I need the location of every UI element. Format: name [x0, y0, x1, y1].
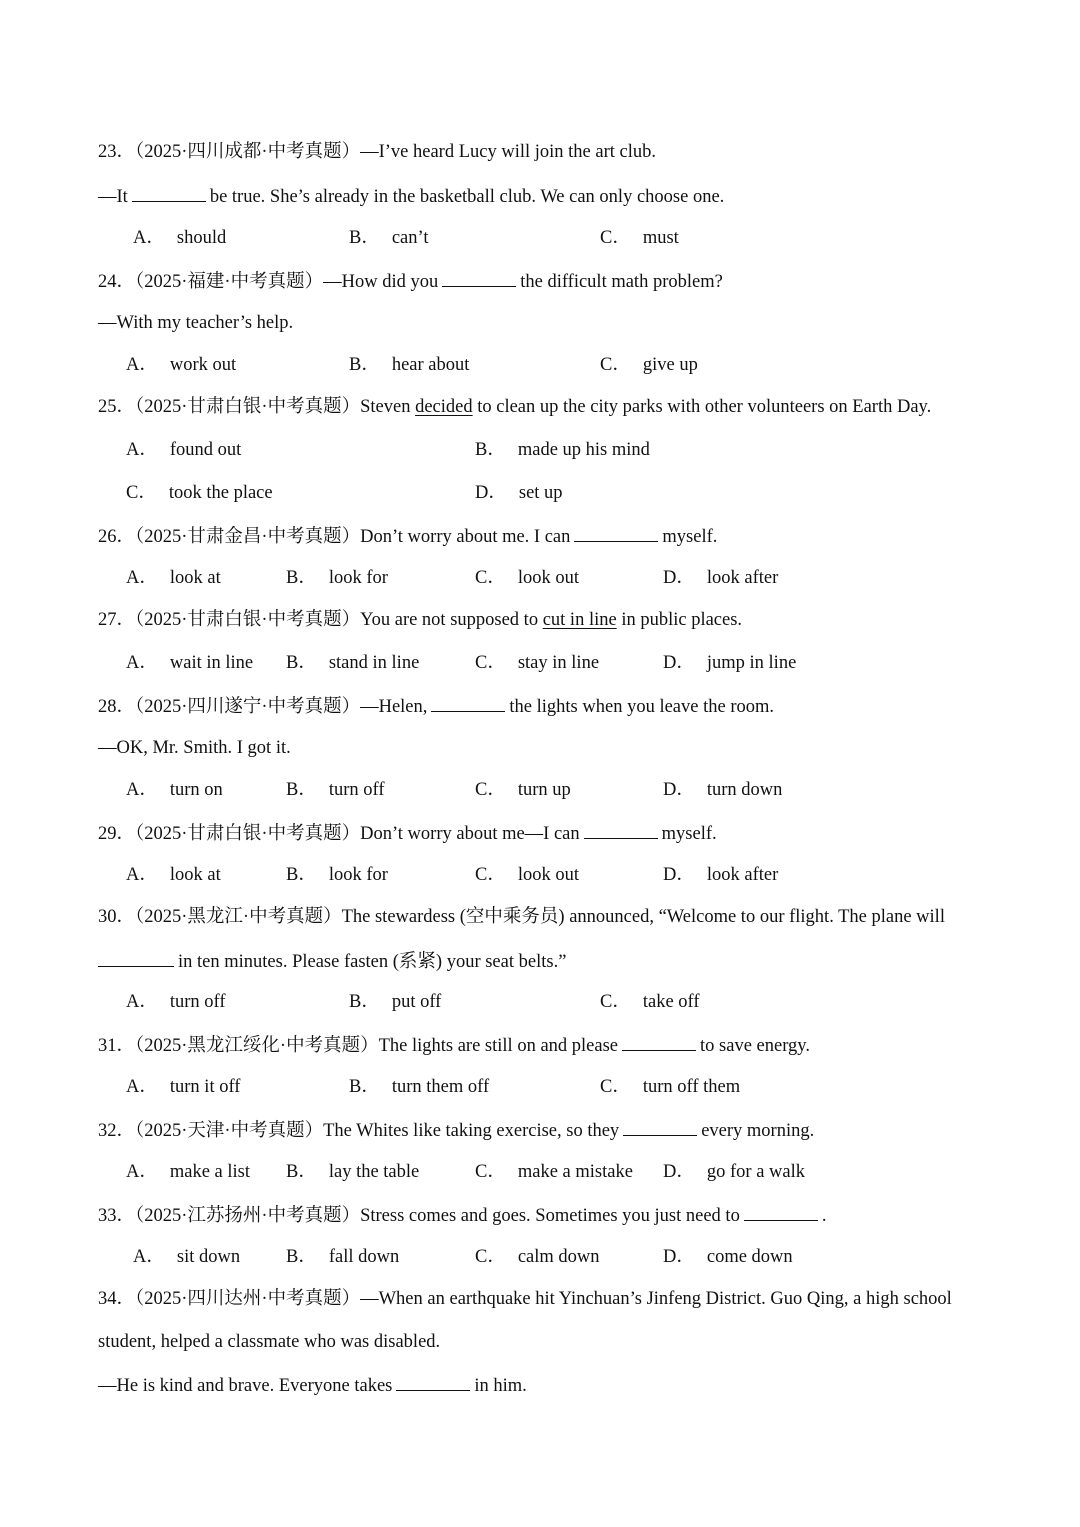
question-source: （2025·甘肃白银·中考真题）: [135, 397, 361, 417]
question-number: 34．: [98, 1289, 136, 1309]
q31-option-c: C． turn off them: [600, 1077, 741, 1097]
q32-option-a: A． make a list: [126, 1162, 251, 1182]
underlined-phrase: cut in line: [542, 610, 617, 630]
question-source: （2025·天津·中考真题）: [135, 1121, 324, 1141]
answer-blank: [623, 1117, 697, 1136]
q31-stem: 31．（2025·黑龙江绥化·中考真题）The lights are still on and please to save energy.: [98, 1032, 810, 1058]
q27-stem: 27．（2025·甘肃白银·中考真题）You are not supposed to cut in line in public places.: [98, 610, 743, 630]
q28-option-d: D． turn down: [663, 780, 783, 800]
q33-option-a: A． sit down: [133, 1247, 241, 1267]
q29-option-a: A． look at: [126, 865, 221, 885]
question-source: （2025·甘肃金昌·中考真题）: [135, 527, 361, 547]
answer-blank: [622, 1032, 696, 1051]
q23-option-c: C． must: [600, 228, 679, 248]
q26-option-d: D． look after: [663, 568, 779, 588]
question-number: 31．: [98, 1036, 136, 1056]
q27-option-b: B． stand in line: [286, 653, 420, 673]
answer-blank: [442, 268, 516, 287]
question-source: （2025·福建·中考真题）: [135, 272, 324, 292]
q25-option-c: C． took the place: [126, 483, 273, 503]
q29-option-b: B． look for: [286, 865, 388, 885]
q23-stem: 23．（2025·四川成都·中考真题）—I’ve heard Lucy will join the art club.: [98, 142, 656, 162]
q28-option-b: B． turn off: [286, 780, 385, 800]
q33-option-c: C． calm down: [475, 1247, 600, 1267]
underlined-word: decided: [415, 397, 473, 417]
answer-blank: [574, 523, 658, 542]
q34-stem: 34．（2025·四川达州·中考真题）—When an earthquake hit Yinchuan’s Jinfeng District. Guo Qing, a high school: [98, 1289, 952, 1309]
q25-stem: 25．（2025·甘肃白银·中考真题）Steven decided to clean up the city parks with other volunteers on Earth Day.: [98, 397, 932, 417]
q32-stem: 32．（2025·天津·中考真题）The Whites like taking exercise, so they every morning.: [98, 1117, 814, 1143]
q24-stem: 24．（2025·福建·中考真题）—How did you the difficult math problem?: [98, 268, 723, 294]
q27-option-d: D． jump in line: [663, 653, 797, 673]
answer-blank: [132, 183, 206, 202]
question-source: （2025·甘肃白银·中考真题）: [135, 824, 361, 844]
q28-line2: —OK, Mr. Smith. I got it.: [98, 738, 291, 758]
q26-option-a: A． look at: [126, 568, 221, 588]
q33-option-b: B． fall down: [286, 1247, 400, 1267]
q30-line2: in ten minutes. Please fasten (系紧) your seat belts.”: [98, 948, 566, 974]
q25-option-b: B． made up his mind: [475, 440, 650, 460]
question-source: （2025·四川遂宁·中考真题）: [135, 697, 361, 717]
q28-option-a: A． turn on: [126, 780, 223, 800]
q30-option-a: A． turn off: [126, 992, 226, 1012]
q24-option-a: A． work out: [126, 355, 237, 375]
question-source: （2025·四川成都·中考真题）: [135, 142, 361, 162]
q31-option-a: A． turn it off: [126, 1077, 241, 1097]
question-number: 33．: [98, 1206, 136, 1226]
q25-option-a: A． found out: [126, 440, 242, 460]
q32-option-d: D． go for a walk: [663, 1162, 805, 1182]
answer-blank: [744, 1202, 818, 1221]
q23-option-a: A． should: [133, 228, 227, 248]
question-number: 24．: [98, 272, 136, 292]
question-source: （2025·黑龙江·中考真题）: [135, 907, 342, 927]
q34-line3: —He is kind and brave. Everyone takes in him.: [98, 1372, 527, 1398]
q29-option-c: C． look out: [475, 865, 579, 885]
q26-stem: 26．（2025·甘肃金昌·中考真题）Don’t worry about me. I can myself.: [98, 523, 717, 549]
question-source: （2025·四川达州·中考真题）: [135, 1289, 361, 1309]
q30-option-b: B． put off: [349, 992, 442, 1012]
q28-stem: 28．（2025·四川遂宁·中考真题）—Helen, the lights when you leave the room.: [98, 693, 774, 719]
q29-stem: 29．（2025·甘肃白银·中考真题）Don’t worry about me—I can myself.: [98, 820, 717, 846]
question-source: （2025·黑龙江绥化·中考真题）: [135, 1036, 379, 1056]
q32-option-c: C． make a mistake: [475, 1162, 633, 1182]
q29-option-d: D． look after: [663, 865, 779, 885]
question-number: 26．: [98, 527, 136, 547]
q33-stem: 33．（2025·江苏扬州·中考真题）Stress comes and goes. Sometimes you just need to .: [98, 1202, 826, 1228]
q24-line2: —With my teacher’s help.: [98, 313, 294, 333]
q24-option-b: B． hear about: [349, 355, 470, 375]
answer-blank: [431, 693, 505, 712]
question-number: 27．: [98, 610, 136, 630]
q23-option-b: B． can’t: [349, 228, 429, 248]
q26-option-c: C． look out: [475, 568, 579, 588]
q23-line2: —It be true. She’s already in the basketball club. We can only choose one.: [98, 183, 724, 209]
q25-option-d: D． set up: [475, 483, 563, 503]
question-number: 32．: [98, 1121, 136, 1141]
q34-line2: student, helped a classmate who was disabled.: [98, 1332, 441, 1352]
question-source: （2025·江苏扬州·中考真题）: [135, 1206, 361, 1226]
question-number: 23．: [98, 142, 136, 162]
q30-stem: 30．（2025·黑龙江·中考真题）The stewardess (空中乘务员) announced, “Welcome to our flight. The plane will: [98, 907, 945, 927]
question-number: 28．: [98, 697, 136, 717]
q32-option-b: B． lay the table: [286, 1162, 420, 1182]
q31-option-b: B． turn them off: [349, 1077, 490, 1097]
answer-blank: [98, 948, 174, 967]
question-number: 29．: [98, 824, 136, 844]
answer-blank: [584, 820, 658, 839]
q27-option-a: A． wait in line: [126, 653, 254, 673]
q24-option-c: C． give up: [600, 355, 698, 375]
q27-option-c: C． stay in line: [475, 653, 600, 673]
q26-option-b: B． look for: [286, 568, 388, 588]
answer-blank: [396, 1372, 470, 1391]
question-number: 25．: [98, 397, 136, 417]
q30-option-c: C． take off: [600, 992, 700, 1012]
q33-option-d: D． come down: [663, 1247, 793, 1267]
question-source: （2025·甘肃白银·中考真题）: [135, 610, 361, 630]
q28-option-c: C． turn up: [475, 780, 571, 800]
question-number: 30．: [98, 907, 136, 927]
